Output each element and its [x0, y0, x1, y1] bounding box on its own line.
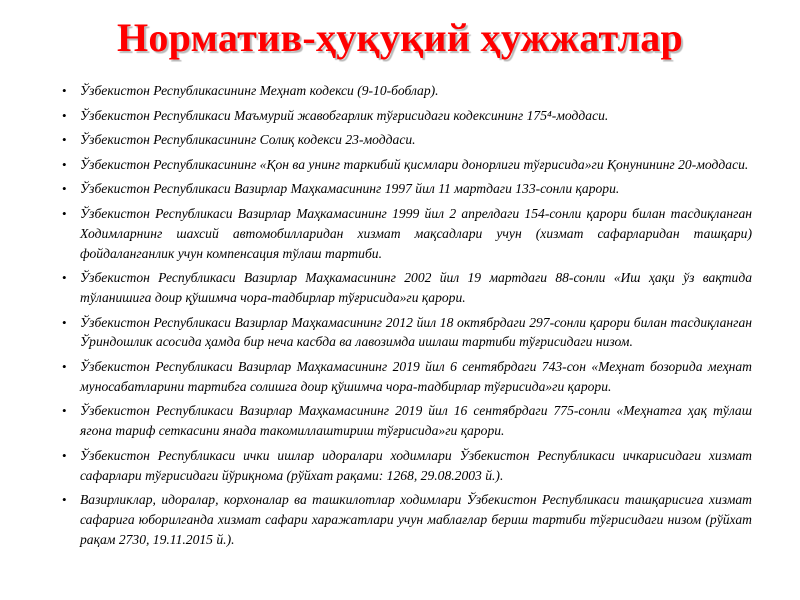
list-item [40, 357, 752, 397]
list-item-text: Ўзбекистон Республикаси Вазирлар Маҳкамасининг 2019 йил 16 сентябрдаги 775-сонли «Меҳнатга ҳақ тўлаш ягона тариф сеткасини янада такомиллаштириш тўғрисида»ги қарори. [80, 403, 752, 439]
list-item [40, 204, 752, 263]
list-item [40, 81, 752, 101]
list-item [40, 490, 752, 549]
document-list [40, 81, 752, 554]
bullet-icon: • [62, 181, 67, 197]
bullet-icon: • [62, 270, 67, 286]
list-item [40, 155, 752, 175]
bullet-icon: • [62, 132, 67, 148]
list-item-text: Ўзбекистон Республикаси ички ишлар идоралари ходимлари Ўзбекистон Республикаси ичкарисидаги хизмат сафарлари тўғрисидаги йўриқнома (рўйхат рақами: 1268, 29.08.2003 й.). [80, 447, 752, 483]
list-item [40, 106, 752, 126]
list-item [40, 268, 752, 308]
bullet-icon: • [62, 358, 67, 374]
list-item [40, 401, 752, 441]
list-item [40, 130, 752, 150]
list-item-text: Ўзбекистон Республикаси Маъмурий жавобгарлик тўғрисидаги кодексининг 175⁴-моддаси. [80, 107, 609, 123]
bullet-icon: • [62, 83, 67, 98]
list-item-text: Ўзбекистон Республикаси Вазирлар Маҳкамасининг 1999 йил 2 апрелдаги 154-сонли қарори билан тасдиқланган Ходимларнинг шахсий автомобилларидан хизмат мақсадлари учун (хизмат сафарларидан ташқари) фойдаланганлик учун компенсация тўлаш тартиби. [80, 205, 752, 261]
bullet-icon: • [62, 492, 67, 508]
list-item-text: Ўзбекистон Республикаси Вазирлар Маҳкамасининг 2012 йил 18 октябрдаги 297-сонли қарори билан тасдиқланган Ўриндошлик асосида ҳамда бир неча касбда ва лавозимда ишлаш тартиби тўғрисидаги низом. [80, 314, 752, 350]
bullet-icon: • [62, 156, 67, 172]
bullet-icon: • [62, 314, 67, 330]
list-item-text: Ўзбекистон Республикаси Вазирлар Маҳкамасининг 1997 йил 11 мартдаги 133-сонли қарори. [80, 181, 620, 197]
list-item [40, 313, 752, 353]
list-item-text: Ўзбекистон Республикаси Вазирлар Маҳкамасининг 2002 йил 19 мартдаги 88-сонли «Иш ҳақи ўз вақтида тўланишига доир қўшимча чора-тадбирлар тўғрисида»ги қарори. [80, 270, 752, 305]
list-item-text: Вазирликлар, идоралар, корхоналар ва ташкилотлар ходимлари Ўзбекистон Республикаси ташқарисига хизмат сафарига юборилганда хизмат сафари харажатлари учун маблағлар бериш тартиби тўғрисидаги низом (рўйхат рақам 2730, 19.11.2015 й.). [80, 492, 752, 547]
bullet-icon: • [62, 107, 67, 123]
slide-title: Норматив-ҳуқуқий ҳужжатлар [116, 15, 684, 60]
list-item-text: Ўзбекистон Республикасининг Меҳнат кодекси (9-10-боблар). [80, 83, 439, 98]
bullet-icon: • [62, 447, 67, 463]
bullet-icon: • [62, 403, 67, 419]
list-item-text: Ўзбекистон Республикасининг «Қон ва унинг таркибий қисмлари донорлиги тўғрисида»ги Қонунининг 20-моддаси. [80, 156, 749, 172]
list-item-text: Ўзбекистон Республикасининг Солиқ кодекси 23-моддаси. [80, 132, 416, 148]
list-item-text: Ўзбекистон Республикаси Вазирлар Маҳкамасининг 2019 йил 6 сентябрдаги 743-сон «Меҳнат бозорида меҳнат муносабатларини тартибга солишга доир қўшимча чора-тадбирлар тўғрисида»ги қарори. [80, 358, 752, 394]
bullet-icon: • [62, 205, 67, 221]
list-item [40, 446, 752, 486]
list-item [40, 179, 752, 199]
